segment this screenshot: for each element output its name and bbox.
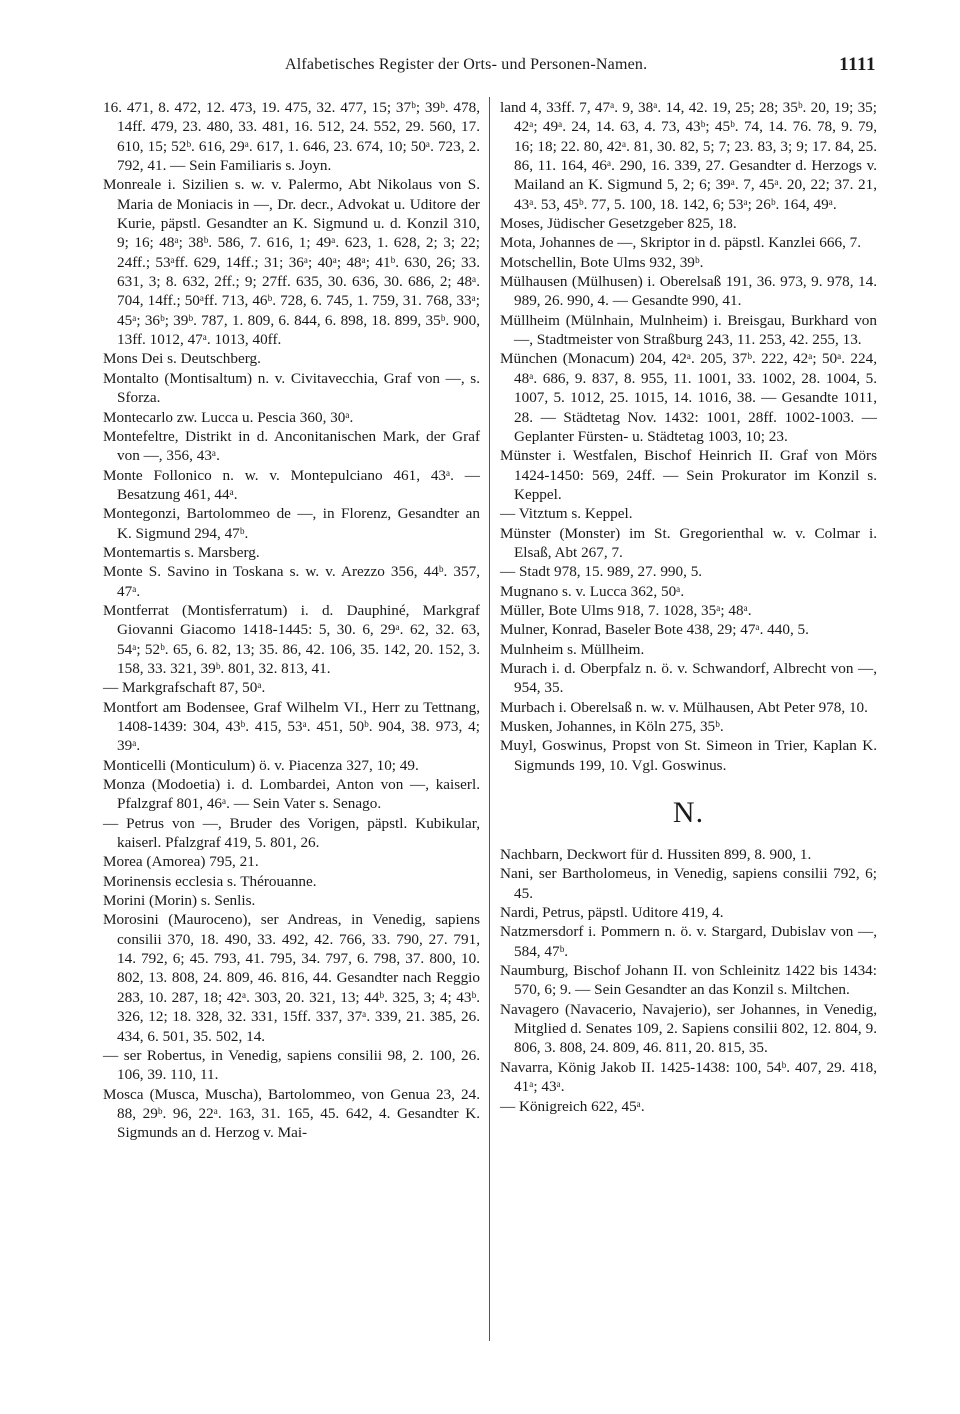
index-entry: Naumburg, Bischof Johann II. von Schleinitz 1422 bis 1434: 570, 6; 9. — Sein Gesandter an das Konzil s. Miltchen.	[500, 962, 877, 999]
index-entry: — Markgrafschaft 87, 50ᵃ.	[103, 679, 266, 697]
index-entry: Müllheim (Mülnhain, Mulnheim) i. Breisgau, Burkhard von —, Stadtmeister von Straßburg 243, 11. 253, 42. 255, 13.	[500, 311, 877, 349]
index-entry: Mülhausen (Mülhusen) i. Oberelsaß 191, 36. 973, 9. 978, 14. 989, 26. 990, 4. — Gesandte 990, 41.	[500, 273, 877, 310]
index-entry: Mulner, Konrad, Baseler Bote 438, 29; 47ᵃ. 440, 5.	[500, 621, 809, 639]
index-entry: — Vitztum s. Keppel.	[500, 505, 633, 523]
index-entry: — ser Robertus, in Venedig, sapiens consilii 98, 2. 100, 26. 106, 39. 110, 11.	[103, 1046, 480, 1084]
index-entry: Monza (Modoetia) i. d. Lombardei, Anton von —, kaiserl. Pfalzgraf 801, 46ᵃ. — Sein Vater s. Senago.	[103, 776, 480, 813]
index-entry: Morinensis ecclesia s. Thérouanne.	[103, 872, 317, 890]
index-entry: Monte Follonico n. w. v. Montepulciano 461, 43ᵃ. — Besatzung 461, 44ᵃ.	[103, 466, 480, 503]
index-entry: Montferrat (Montisferratum) i. d. Dauphiné, Markgraf Giovanni Giacomo 1418-1445: 5, 30. 6, 29ᵃ. 62, 32. 63, 54ᵃ; 52ᵇ. 65, 6. 82, 13; 35. 86, 42. 106, 35. 142, 20. 152, 3. 158, 33. 321, 39ᵇ. 801, 32. 813, 41.	[103, 601, 480, 677]
column-divider	[489, 97, 490, 1341]
index-entry: Navagero (Navacerio, Navajerio), ser Johannes, in Venedig, Mitglied d. Senates 109, 2. Sapiens consilii 802, 12. 804, 9. 806, 3. 808, 24. 809, 46. 811, 20. 815, 35.	[500, 1000, 877, 1057]
index-entry: Murach i. d. Oberpfalz n. ö. v. Schwandorf, Albrecht von —, 954, 35.	[500, 659, 877, 697]
index-entry: Montegonzi, Bartolommeo de —, in Florenz, Gesandter an K. Sigmund 294, 47ᵇ.	[103, 505, 480, 542]
index-entry: Montemartis s. Marsberg.	[103, 543, 260, 561]
index-entry: Münster (Monster) im St. Gregorienthal w. v. Colmar i. Elsaß, Abt 267, 7.	[500, 524, 877, 561]
index-entry: Nardi, Petrus, päpstl. Uditore 419, 4.	[500, 904, 724, 922]
index-entry: Mulnheim s. Müllheim.	[500, 640, 645, 658]
index-entry: Morini (Morin) s. Senlis.	[103, 892, 256, 910]
index-entry: Mons Dei s. Deutschberg.	[103, 350, 261, 368]
index-entry: Monreale i. Sizilien s. w. v. Palermo, Abt Nikolaus von S. Maria de Moniacis in —, Dr. decr., Advokat u. Uditore der Kurie, päpstl. Gesandter an K. Sigmund u. d. Konzil 310, 9; 16; 48ᵃ; 38ᵇ. 586, 7. 616, 1; 49ᵃ. 623, 1. 628, 2; 3; 22; 24ff.; 53ᵃff. 629, 14ff.; 31; 36ᵃ; 40ᵃ; 48ᵃ; 41ᵇ. 630, 26; 33. 631, 3; 8. 632, 2ff.; 9; 27ff. 635, 30. 636, 30. 686, 2; 48ᵃ. 704, 14ff.; 50ᵃff. 713, 46ᵇ. 728, 6. 745, 1. 759, 31. 768, 33ᵃ; 45ᵃ; 36ᵇ; 39ᵇ. 787, 1. 809, 6. 844, 6. 898, 18. 899, 35ᵇ. 900, 13ff. 1012, 47ᵃ. 1013, 40ff.	[103, 176, 480, 349]
index-entry: Nachbarn, Deckwort für d. Hussiten 899, 8. 900, 1.	[500, 846, 812, 864]
index-entry: Monte S. Savino in Toskana s. w. v. Arezzo 356, 44ᵇ. 357, 47ᵃ.	[103, 563, 480, 600]
index-entry: Müller, Bote Ulms 918, 7. 1028, 35ᵃ; 48ᵃ.	[500, 601, 752, 619]
index-entry: Münster i. Westfalen, Bischof Heinrich II. Graf von Mörs 1424-1450: 569, 24ff. — Sein Prokurator im Konzil s. Keppel.	[500, 447, 877, 503]
index-entry: Morea (Amorea) 795, 21.	[103, 853, 259, 871]
index-entry: Musken, Johannes, in Köln 275, 35ᵇ.	[500, 718, 724, 735]
index-entry: Motschellin, Bote Ulms 932, 39ᵇ.	[500, 253, 704, 271]
index-entry: Mugnano s. v. Lucca 362, 50ᵃ.	[500, 582, 685, 600]
index-entry: Natzmersdorf i. Pommern n. ö. v. Stargard, Dubislav von —, 584, 47ᵇ.	[500, 923, 877, 960]
index-entry: Morosini (Mauroceno), ser Andreas, in Venedig, sapiens consilii 370, 18. 490, 33. 492, 42. 766, 33. 790, 27. 791, 14. 792, 6; 45. 793, 41. 795, 34. 797, 6. 798, 37. 800, 10. 802, 13. 808, 24. 809, 46. 816, 44. Gesandter nach Reggio 283, 10. 287, 18; 42ᵃ. 303, 20. 321, 13; 44ᵇ. 325, 3; 4; 43ᵇ. 326, 12; 18. 328, 32. 331, 15ff. 337, 37ᵃ. 339, 21. 385, 26. 434, 6. 501, 35. 502, 14.	[103, 911, 480, 1045]
index-entry: — Königreich 622, 45ᵃ.	[500, 1097, 645, 1115]
index-entry: Navarra, König Jakob II. 1425-1438: 100, 54ᵇ. 407, 29. 418, 41ᵃ; 43ᵃ.	[500, 1058, 877, 1096]
index-entry: Montalto (Montisaltum) n. v. Civitavecchia, Graf von —, s. Sforza.	[103, 369, 480, 407]
running-title: Alfabetisches Register der Orts- und Personen-Namen.	[285, 56, 648, 73]
index-entry: München (Monacum) 204, 42ᵃ. 205, 37ᵇ. 222, 42ᵃ; 50ᵃ. 224, 48ᵃ. 686, 9. 837, 8. 955, 11. 1001, 33. 1002, 28. 1004, 5. 1007, 5. 1012, 25. 1015, 14. 1016, 38. — Gesandte 1011, 28. — Städtetag Nov. 1432: 1001, 28ff. 1002-1003. — Geplanter Fürsten- u. Städtetag 1003, 10; 23.	[500, 350, 877, 445]
index-entry: Montecarlo zw. Lucca u. Pescia 360, 30ᵃ.	[103, 408, 354, 426]
index-entry: Mota, Johannes de —, Skriptor in d. päpstl. Kanzlei 666, 7.	[500, 234, 862, 252]
index-entry: — Petrus von —, Bruder des Vorigen, päpstl. Kubikular, kaiserl. Pfalzgraf 419, 5. 801, 26.	[103, 814, 480, 852]
index-entry: — Stadt 978, 15. 989, 27. 990, 5.	[500, 563, 703, 581]
index-entry: Nani, ser Bartholomeus, in Venedig, sapiens consilii 792, 6; 45.	[500, 865, 877, 902]
index-entry: 16. 471, 8. 472, 12. 473, 19. 475, 32. 477, 15; 37ᵇ; 39ᵇ. 478, 14ff. 479, 23. 480, 33. 481, 16. 512, 24. 552, 29. 560, 17. 610, 15; 52ᵇ. 616, 29ᵃ. 617, 1. 646, 23. 674, 10; 50ᵃ. 723, 2. 792, 41. — Sein Familiaris s. Joyn.	[103, 99, 480, 175]
index-entry: Murbach i. Oberelsaß n. w. v. Mülhausen, Abt Peter 978, 10.	[500, 698, 868, 716]
page-header	[0, 56, 960, 82]
right-column	[500, 98, 877, 1116]
index-entry: Moses, Jüdischer Gesetzgeber 825, 18.	[500, 215, 737, 233]
left-column	[103, 98, 480, 1143]
index-entry: Muyl, Goswinus, Propst von St. Simeon in Trier, Kaplan K. Sigmunds 199, 10. Vgl. Goswinus.	[500, 737, 877, 774]
section-letter-heading: N.	[672, 796, 705, 830]
index-entry: Montfort am Bodensee, Graf Wilhelm VI., Herr zu Tettnang, 1408-1439: 304, 43ᵇ. 415, 53ᵃ. 451, 50ᵇ. 904, 38. 973, 4; 39ᵃ.	[103, 698, 480, 755]
index-entry: Mosca (Musca, Muscha), Bartolommeo, von Genua 23, 24. 88, 29ᵇ. 96, 22ᵃ. 163, 31. 165, 45. 642, 4. Gesandter K. Sigmunds an d. Herzog v. Mai-	[103, 1085, 480, 1142]
page-number: 1111	[839, 54, 876, 75]
index-entry: Monticelli (Monticulum) ö. v. Piacenza 327, 10; 49.	[103, 756, 419, 774]
index-entry: land 4, 33ff. 7, 47ᵃ. 9, 38ᵃ. 14, 42. 19, 25; 28; 35ᵇ. 20, 19; 35; 42ᵃ; 49ᵃ. 24, 14. 63, 4. 73, 43ᵇ; 45ᵇ. 74, 14. 76. 78, 9. 79, 16; 18; 22. 80, 42ᵃ. 81, 30. 82, 5; 7; 23. 83, 3; 9; 17. 84, 25. 86, 11. 164, 46ᵃ. 290, 16. 339, 27. Gesandter d. Herzogs v. Mailand an K. Sigmund 5, 2; 6; 39ᵃ. 7, 45ᵃ. 20, 22; 37. 21, 43ᵃ. 53, 45ᵇ. 77, 5. 100, 18. 142, 6; 53ᵃ; 26ᵇ. 164, 49ᵃ.	[500, 99, 877, 213]
index-entry: Montefeltre, Distrikt in d. Anconitanischen Mark, der Graf von —, 356, 43ᵃ.	[103, 427, 480, 465]
